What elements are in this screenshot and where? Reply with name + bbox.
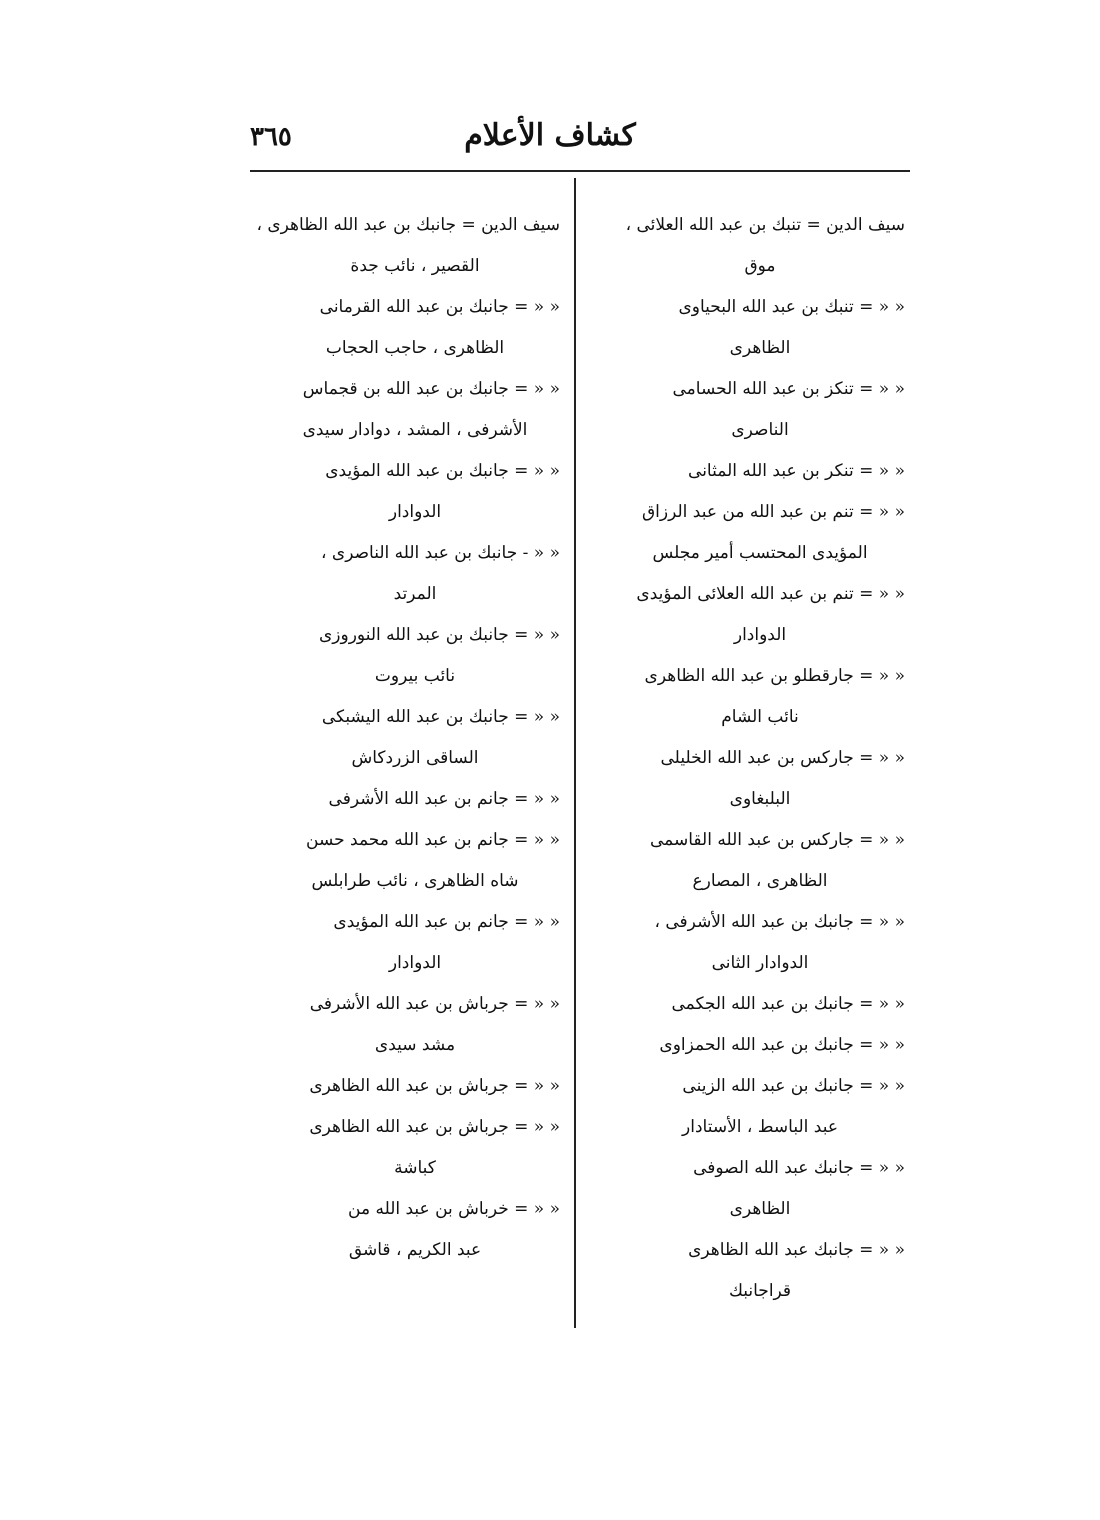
- entry-continuation: موق: [744, 256, 776, 276]
- entry-continuation: الدوادار: [388, 502, 442, 522]
- entry-main: « « = جانبك بن عبد الله المؤيدى: [325, 461, 560, 481]
- entry-continuation: قراجانبك: [728, 1281, 792, 1301]
- entry-main: « « = جانم بن عبد الله محمد حسن: [306, 830, 560, 850]
- index-column-right: [595, 205, 905, 1312]
- index-entry: [250, 779, 560, 820]
- index-column-left: [250, 205, 560, 1271]
- entry-main: « « = جانبك بن عبد الله النوروزى: [318, 625, 560, 645]
- entry-main: « « = تنم بن عبد الله من عبد الرزاق: [641, 502, 905, 522]
- entry-continuation: الظاهرى: [729, 1199, 791, 1219]
- entry-main: « « = جارقطلو بن عبد الله الظاهرى: [644, 666, 905, 686]
- index-entry: [595, 820, 905, 902]
- index-entry: [250, 697, 560, 779]
- index-entry: [250, 369, 560, 451]
- index-entry: [250, 533, 560, 615]
- entry-main: « « = جاركس بن عبد الله الخليلى: [660, 748, 905, 768]
- entry-main: « « = جانبك عبد الله الصوفى: [693, 1158, 905, 1178]
- entry-main: « « = تنم بن عبد الله العلائى المؤيدى: [636, 584, 905, 604]
- entry-main: سيف الدين = تنبك بن عبد الله العلائى ،: [625, 215, 905, 235]
- index-entry: [595, 1148, 905, 1230]
- entry-main: سيف الدين = جانبك بن عبد الله الظاهرى ،: [256, 215, 560, 235]
- entry-continuation: عبد الكريم ، قاشق: [348, 1240, 482, 1260]
- entry-main: « « - جانبك بن عبد الله الناصرى ،: [321, 543, 560, 563]
- entry-continuation: الساقى الزردكاش: [351, 748, 479, 768]
- entry-continuation: كباشة: [394, 1158, 436, 1178]
- entry-main: « « = جرباش بن عبد الله الظاهرى: [309, 1076, 560, 1096]
- entry-continuation: الدوادار الثانى: [711, 953, 809, 973]
- entry-main: « « = خرباش بن عبد الله من: [348, 1199, 560, 1219]
- entry-continuation: عبد الباسط ، الأستادار: [682, 1117, 838, 1137]
- entry-main: « « = جاركس بن عبد الله القاسمى: [650, 830, 905, 850]
- index-entry: [595, 738, 905, 820]
- index-entry: [250, 984, 560, 1066]
- entry-main: « « = جرباش بن عبد الله الأشرفى: [309, 994, 560, 1014]
- index-entry: [250, 820, 560, 902]
- index-entry: [595, 1025, 905, 1066]
- entry-continuation: القصير ، نائب جدة: [350, 256, 480, 276]
- index-entry: [595, 287, 905, 369]
- entry-main: « « = تنبك بن عبد الله البحياوى: [678, 297, 905, 317]
- index-entry: [250, 287, 560, 369]
- entry-main: « « = تنكز بن عبد الله الحسامى: [672, 379, 905, 399]
- index-entry: [595, 1066, 905, 1148]
- index-entry: [250, 205, 560, 287]
- column-divider: [574, 178, 576, 1328]
- index-entry: [250, 1107, 560, 1189]
- entry-main: « « = جانبك بن عبد الله الأشرفى ،: [654, 912, 905, 932]
- entry-continuation: شاه الظاهرى ، نائب طرابلس: [311, 871, 519, 891]
- entry-continuation: الظاهرى ، المصارع: [692, 871, 828, 891]
- entry-main: « « = جرباش بن عبد الله الظاهرى: [309, 1117, 560, 1137]
- entry-continuation: المؤيدى المحتسب أمير مجلس: [652, 543, 868, 563]
- index-entry: [250, 902, 560, 984]
- index-entry: [250, 615, 560, 697]
- running-head-title: كشاف الأعلام: [464, 118, 636, 153]
- entry-main: « « = جانبك بن عبد الله الزينى: [682, 1076, 905, 1096]
- entry-main: « « = جانم بن عبد الله الأشرفى: [328, 789, 560, 809]
- entry-main: « « = جانبك بن عبد الله القرمانى: [319, 297, 560, 317]
- index-entry: [595, 656, 905, 738]
- entry-main: « « = جانبك بن عبد الله الجكمى: [671, 994, 905, 1014]
- entry-continuation: نائب بيروت: [374, 666, 456, 686]
- entry-continuation: الدوادار: [733, 625, 787, 645]
- entry-continuation: البلبغاوى: [729, 789, 791, 809]
- entry-continuation: نائب الشام: [721, 707, 799, 727]
- index-entry: [595, 451, 905, 492]
- index-entry: [595, 1230, 905, 1312]
- entry-continuation: الدوادار: [388, 953, 442, 973]
- entry-continuation: الظاهرى ، حاجب الحجاب: [325, 338, 505, 358]
- index-entry: [595, 492, 905, 574]
- index-entry: [250, 1066, 560, 1107]
- entry-continuation: مشد سيدى: [374, 1035, 456, 1055]
- page-number: ٣٦٥: [250, 122, 292, 152]
- index-entry: [595, 205, 905, 287]
- entry-main: « « = جانبك بن عبد الله بن قجماس: [302, 379, 560, 399]
- index-entry: [595, 574, 905, 656]
- index-entry: [595, 902, 905, 984]
- index-entry: [250, 451, 560, 533]
- entry-main: « « = جانم بن عبد الله المؤيدى: [333, 912, 560, 932]
- entry-main: « « = تنكر بن عبد الله المثانى: [688, 461, 905, 481]
- entry-main: « « = جانبك عبد الله الظاهرى: [688, 1240, 905, 1260]
- index-entry: [595, 984, 905, 1025]
- entry-continuation: الظاهرى: [729, 338, 791, 358]
- index-entry: [250, 1189, 560, 1271]
- entry-continuation: المرتد: [393, 584, 437, 604]
- entry-continuation: الناصرى: [731, 420, 789, 440]
- entry-main: « « = جانبك بن عبد الله الحمزاوى: [659, 1035, 905, 1055]
- entry-continuation: الأشرفى ، المشد ، دوادار سيدى: [302, 420, 528, 440]
- entry-main: « « = جانبك بن عبد الله اليشبكى: [321, 707, 560, 727]
- header-divider: [250, 170, 910, 172]
- index-entry: [595, 369, 905, 451]
